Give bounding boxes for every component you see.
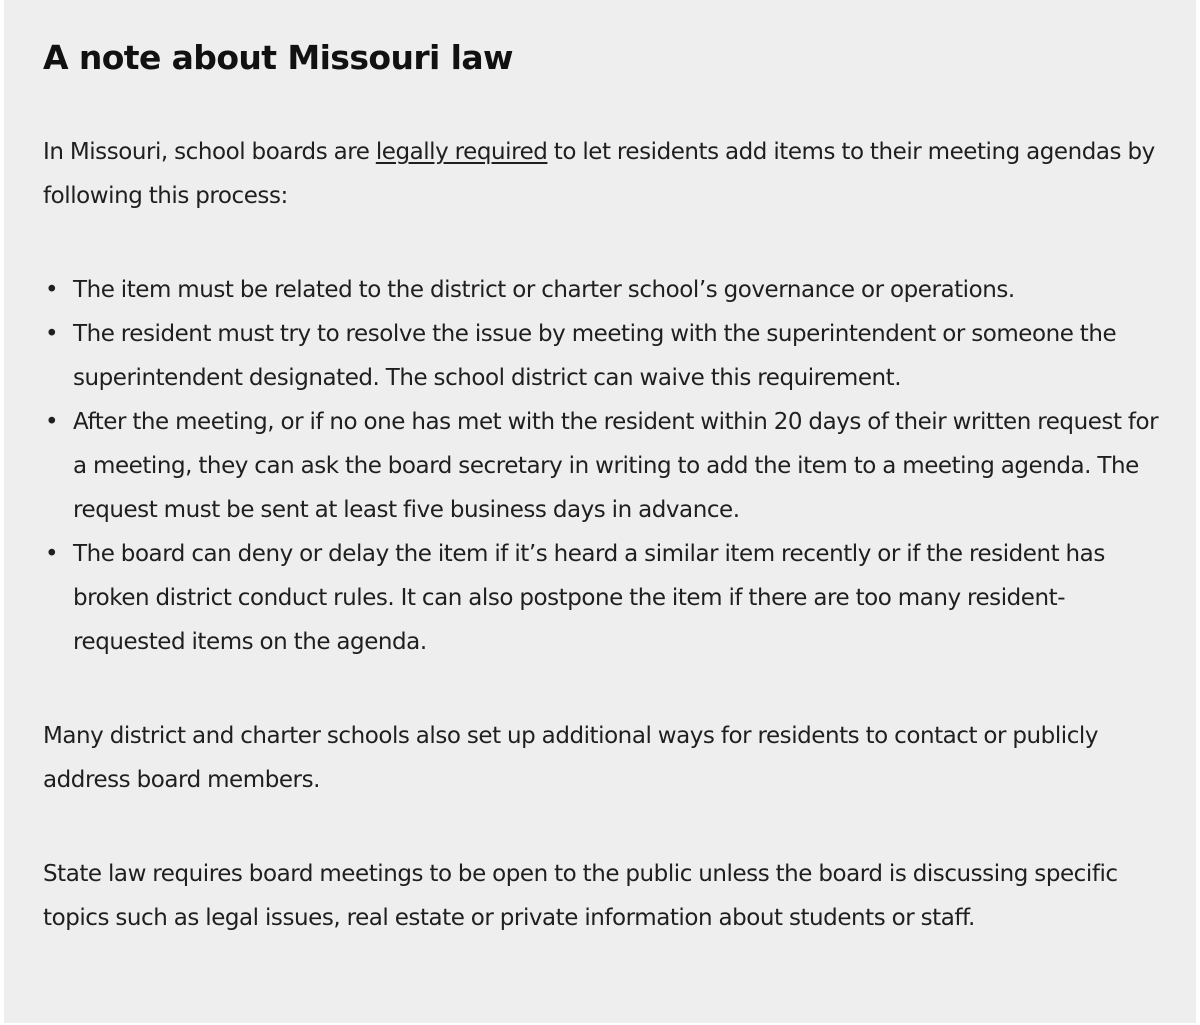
- contact-paragraph: Many district and charter schools also set up additional ways for residents to contact or publicly address board members.: [43, 723, 1098, 793]
- list-item-text: After the meeting, or if no one has met with the resident within 20 days of their written request for a meeting, they can ask the board secretary in writing to add the item to a meeting agenda. The request must be sent at least five business days in advance.: [73, 409, 1159, 523]
- list-item-text: The board can deny or delay the item if it’s heard a similar item recently or if the resident has broken district conduct rules. It can also postpone the item if there are too many resident-requested items on the agenda.: [73, 541, 1105, 655]
- rules-list: [43, 268, 1166, 664]
- bullet-icon: •: [45, 541, 59, 567]
- note-box: [4, 0, 1196, 1023]
- list-item: [43, 312, 1166, 400]
- list-item: [43, 268, 1166, 312]
- list-item: [43, 532, 1166, 664]
- list-item-text: The item must be related to the district or charter school’s governance or operations.: [73, 277, 1015, 303]
- bullet-icon: •: [45, 321, 59, 347]
- list-item-text: The resident must try to resolve the issue by meeting with the superintendent or someone the superintendent designated. The school district can waive this requirement.: [73, 321, 1117, 391]
- bullet-icon: •: [45, 409, 59, 435]
- list-item: [43, 400, 1166, 532]
- intro-text-before: In Missouri, school boards are: [43, 139, 376, 165]
- legally-required-link[interactable]: legally required: [375, 139, 548, 165]
- intro-paragraph: [43, 130, 1166, 218]
- open-meetings-paragraph: State law requires board meetings to be open to the public unless the board is discussing specific topics such as legal issues, real estate or private information about students or staff.: [43, 861, 1118, 931]
- page-title: A note about Missouri law: [43, 38, 513, 77]
- intro-text-after: to let residents add items to their meeting agendas by following this process:: [43, 139, 1155, 209]
- bullet-icon: •: [45, 277, 59, 303]
